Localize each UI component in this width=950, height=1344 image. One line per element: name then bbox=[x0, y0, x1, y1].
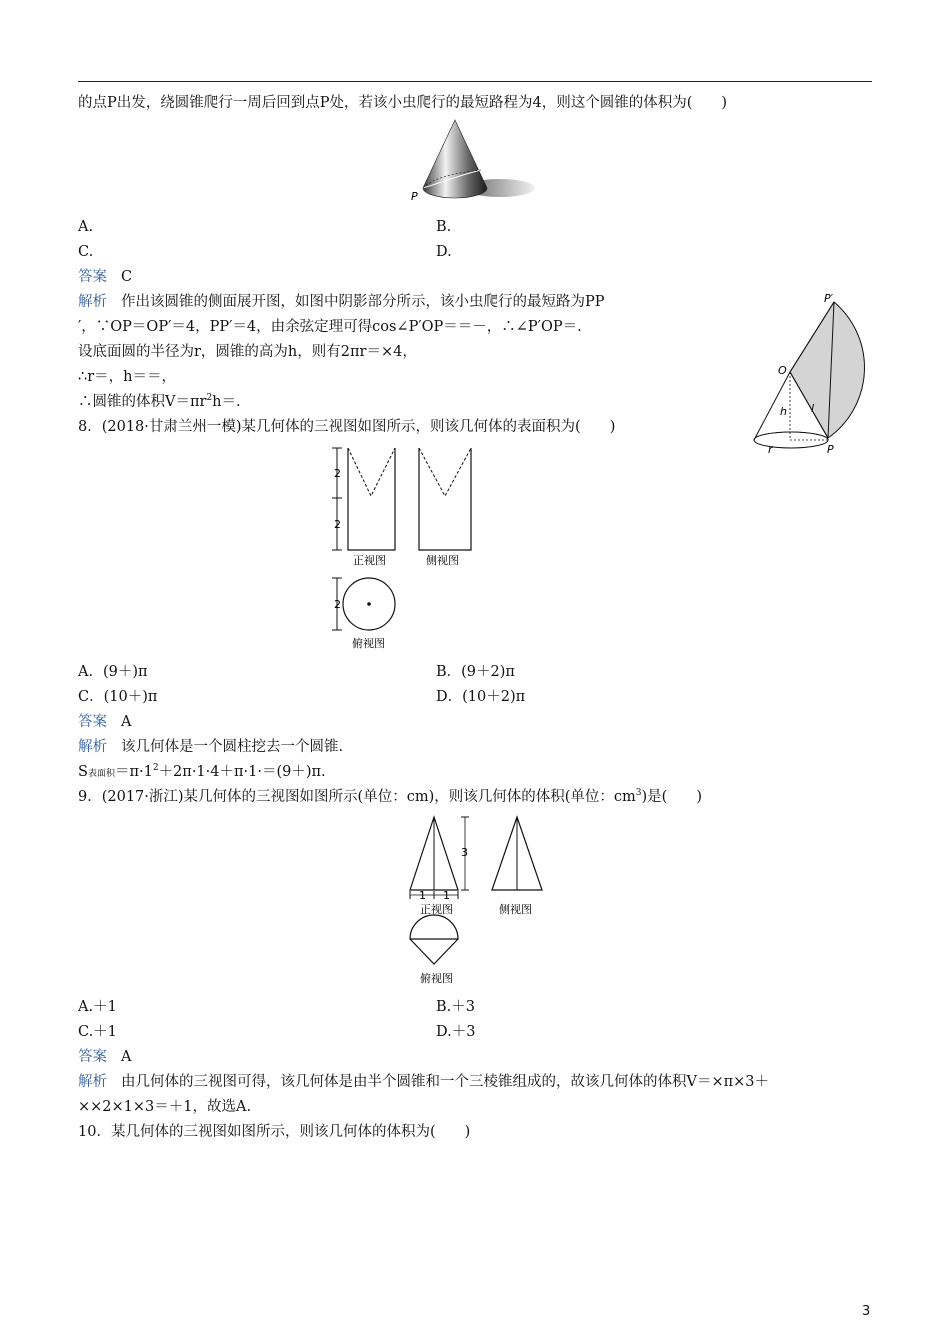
analysis-tag: 解析 bbox=[78, 739, 107, 755]
answer-tag: 答案 bbox=[78, 1049, 107, 1065]
answer-value: A bbox=[121, 1049, 132, 1065]
q7-analysis-5: ∴圆锥的体积$V=\pi r^2h=$. bbox=[78, 393, 241, 410]
q10-stem: 10．某几何体的三视图如图所示，则该几何体的体积为( ) bbox=[78, 1124, 471, 1140]
q9-option-d: D.＋3 bbox=[436, 1024, 476, 1040]
fig-label-side-view: 侧视图 bbox=[426, 554, 459, 567]
q9-analysis-1: 解析 由几何体的三视图可得，该几何体是由半个圆锥和一个三棱锥组成的，故该几何体的体积V＝×π×3＋ bbox=[78, 1074, 770, 1090]
fig-label-front-view: 正视图 bbox=[420, 903, 453, 916]
q7-fig-label-p: P bbox=[411, 190, 418, 203]
dim-3: 3 bbox=[461, 846, 468, 859]
fig-label-front-view: 正视图 bbox=[353, 554, 386, 567]
fig-label-p-prime: P′ bbox=[824, 292, 834, 305]
q7-cone-figure bbox=[405, 115, 540, 205]
q8-answer bbox=[78, 713, 131, 731]
dim-1b: 1 bbox=[443, 889, 450, 902]
dim-1a: 1 bbox=[419, 889, 426, 902]
dim-2a: 2 bbox=[334, 467, 341, 480]
q9-three-view-figure bbox=[400, 812, 555, 992]
page-number: 3 bbox=[862, 1304, 871, 1319]
q7-answer bbox=[78, 268, 132, 286]
q8-analysis-2: S表面积$=\pi\cdot 1^2+2\pi\cdot 1\cdot 4+\pi\cdot 1\cdot=(9+)\pi$. bbox=[78, 763, 326, 780]
fig-label-p: P bbox=[827, 443, 834, 456]
q7-analysis-4: ∴r＝，h＝＝， bbox=[78, 369, 176, 385]
q7-option-b: B. bbox=[436, 219, 452, 235]
fig-label-side-view: 侧视图 bbox=[499, 903, 532, 916]
q9-option-c: C.＋1 bbox=[78, 1024, 117, 1040]
q9-stem: 9．(2017·浙江)某几何体的三视图如图所示(单位：cm)，则该几何体的体积(单位：$cm^3$)是( ) bbox=[78, 788, 702, 805]
q7-unfolded-cone-figure bbox=[750, 290, 875, 460]
dim-2c: 2 bbox=[334, 598, 341, 611]
q9-analysis-2: ××2×1×3＝＋1，故选A. bbox=[78, 1099, 252, 1115]
answer-tag: 答案 bbox=[78, 714, 107, 730]
q9-option-b: B.＋3 bbox=[436, 999, 475, 1015]
q7-option-a: A. bbox=[78, 219, 94, 235]
fig-label-top-view: 俯视图 bbox=[352, 637, 385, 650]
q7-option-d: D. bbox=[436, 244, 452, 260]
fig-label-o: O bbox=[778, 364, 787, 377]
answer-value: C bbox=[121, 269, 133, 285]
fig-label-l: l bbox=[811, 402, 815, 415]
answer-value: A bbox=[121, 714, 132, 730]
q7-stem: 的点P出发，绕圆锥爬行一周后回到点P处，若该小虫爬行的最短路程为4，则这个圆锥的体积为( ) bbox=[78, 95, 728, 111]
dim-2b: 2 bbox=[334, 518, 341, 531]
q7-analysis-1: 解析 作出该圆锥的侧面展开图，如图中阴影部分所示，该小虫爬行的最短路为PP bbox=[78, 294, 605, 310]
analysis-tag: 解析 bbox=[78, 1074, 107, 1090]
q8-option-c: C．(10＋)π bbox=[78, 689, 158, 705]
fig-label-r: r bbox=[768, 443, 773, 456]
header-rule bbox=[78, 81, 872, 82]
q9-option-a: A.＋1 bbox=[78, 999, 117, 1015]
q8-option-a: A．(9＋)π bbox=[78, 664, 148, 680]
q8-option-b: B．(9＋2)π bbox=[436, 664, 515, 680]
q8-three-view-figure bbox=[325, 440, 485, 655]
fig-label-h: h bbox=[780, 405, 787, 418]
q9-answer bbox=[78, 1048, 131, 1066]
analysis-tag: 解析 bbox=[78, 294, 107, 310]
q7-analysis-3: 设底面圆的半径为r，圆锥的高为h，则有2πr＝×4， bbox=[78, 344, 417, 360]
q8-option-d: D．(10＋2)π bbox=[436, 689, 526, 705]
q8-analysis-1: 解析 该几何体是一个圆柱挖去一个圆锥. bbox=[78, 739, 344, 755]
answer-tag: 答案 bbox=[78, 269, 107, 285]
q7-option-c: C. bbox=[78, 244, 94, 260]
q7-analysis-2: ′，∵OP＝OP′＝4，PP′＝4，由余弦定理可得cos∠P′OP＝＝－，∴∠P′OP＝. bbox=[78, 319, 582, 335]
q8-stem: 8．(2018·甘肃兰州一模)某几何体的三视图如图所示，则该几何体的表面积为( ) bbox=[78, 419, 616, 435]
fig-label-top-view: 俯视图 bbox=[420, 972, 453, 985]
